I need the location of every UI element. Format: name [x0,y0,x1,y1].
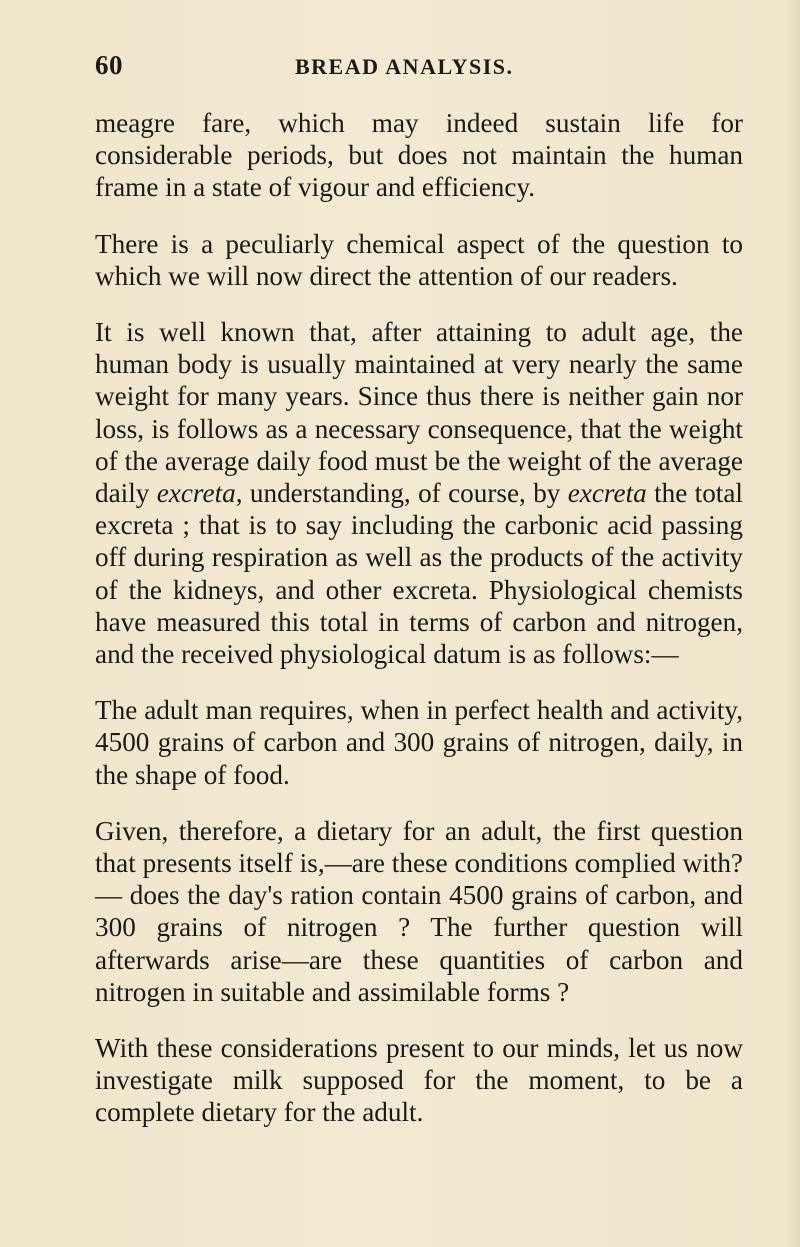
paragraph-4: The adult man requires, when in perfect health and activity, 4500 grains of carbon and 300 grains of nitrogen, daily, in the shape of food. [95,695,743,790]
body-text [95,107,743,1153]
running-head [95,50,735,90]
paragraph-6: With these considerations present to our minds, let us now investigate milk supposed for the moment, to be a complete dietary for the adult. [95,1033,743,1128]
paragraph-3-text-a: It is well known that, after attaining to adult age, the human body is usually maintained at very nearly the same weight for many years. Since thus there is neither gain nor loss, is follows as a necessary consequence, that the weight of the average daily food must be the weight of the average daily [95,317,743,509]
italic-excreta-1: excreta, [156,478,243,509]
italic-excreta-2: excreta [567,478,647,509]
page-number: 60 [95,50,123,80]
paragraph-3-text-b: understanding, of course, by [242,478,568,509]
paragraph-5: Given, therefore, a dietary for an adult, the first question that presents itself is,—are these conditions complied with?— does the day's ration contain 4500 grains of carbon, and 300 grains of nitrogen ? The further question will afterwards arise—are these quantities of carbon and nitrogen in suitable and assimilable forms ? [95,815,743,1007]
page-edge-shadow [786,0,800,1247]
paragraph-3-text-c: the total excreta ; that is to say including the carbonic acid passing off during respiration as well as the products of the activity of the kidneys, and other excreta. Physiological chemists have measured this total in terms of carbon and nitrogen, and the received physiological datum is as follows:— [95,478,743,670]
paragraph-3 [95,316,743,670]
running-title: BREAD ANALYSIS. [295,54,514,79]
paragraph-1: meagre fare, which may indeed sustain life for considerable periods, but does not maintain the human frame in a state of vigour and efficiency. [95,108,743,203]
paragraph-2: There is a peculiarly chemical aspect of the question to which we will now direct the attention of our readers. [95,228,743,291]
